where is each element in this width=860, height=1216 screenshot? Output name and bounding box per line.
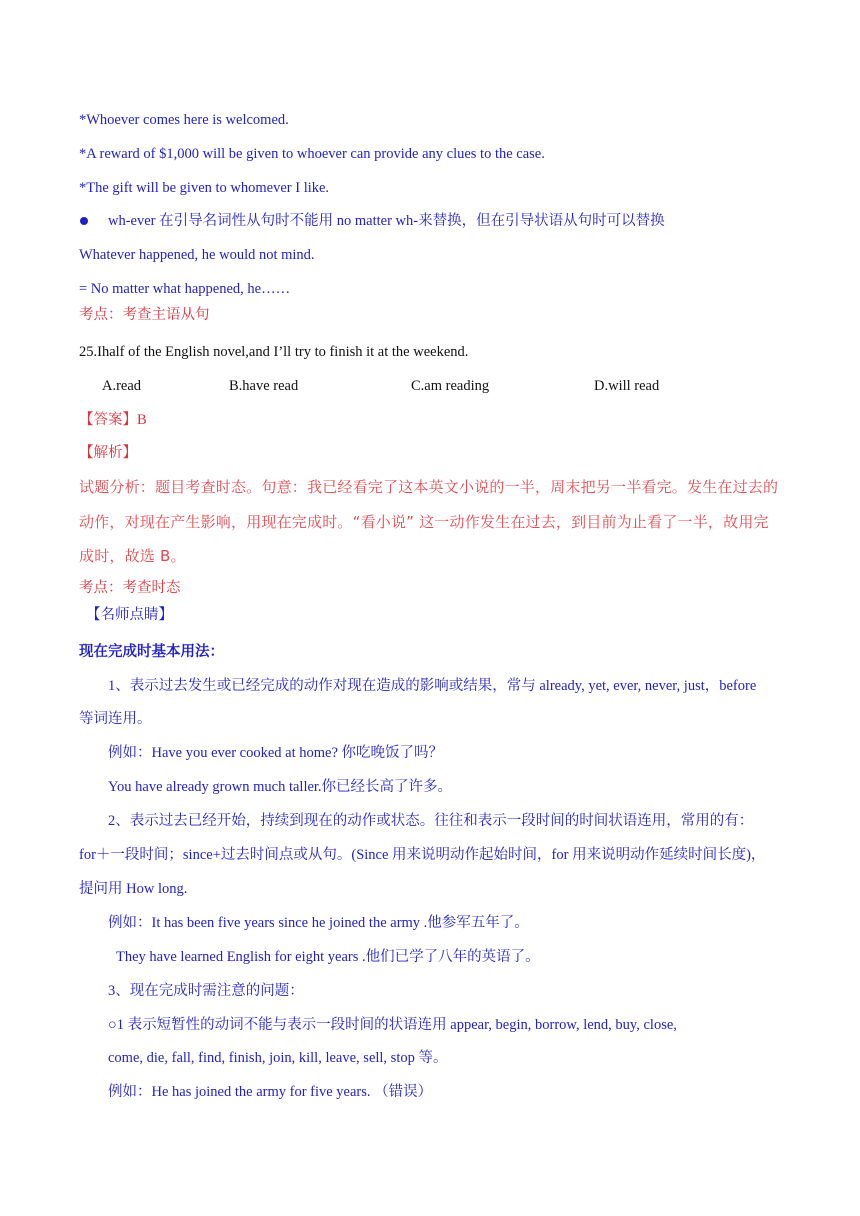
example-sentence-4: Whatever happened, he would not mind. bbox=[79, 247, 315, 263]
answer: 【答案】B bbox=[79, 412, 147, 428]
usage-2-example-2: They have learned English for eight years .他们已学了八年的英语了。 bbox=[116, 949, 540, 965]
option-d: D.will read bbox=[594, 378, 660, 394]
analysis-line-3: 成时，故选 B。 bbox=[79, 547, 186, 565]
usage-3-heading: 3、现在完成时需注意的问题： bbox=[108, 983, 304, 999]
example-sentence-2: *A reward of $1,000 will be given to whoever can provide any clues to the case. bbox=[79, 146, 545, 162]
usage-2-line-3: 提问用 How long. bbox=[79, 881, 188, 897]
question-25: 25.Ihalf of the English novel,and I’ll try to finish it at the weekend. bbox=[79, 344, 469, 360]
usage-3-example: 例如：He has joined the army for five years. （错误） bbox=[108, 1084, 433, 1100]
kaodian-1: 考点：考查主语从句 bbox=[79, 307, 210, 323]
usage-3-line-2: come, die, fall, find, finish, join, kill, leave, sell, stop 等。 bbox=[108, 1050, 448, 1066]
option-b: B.have read bbox=[229, 378, 299, 394]
example-sentence-5: = No matter what happened, he…… bbox=[79, 281, 291, 297]
usage-2-line-2: for＋一段时间；since+过去时间点或从句。(Since 用来说明动作起始时间，for 用来说明动作延续时间长度)， bbox=[79, 847, 766, 863]
usage-1-line-1: 1、表示过去发生或已经完成的动作对现在造成的影响或结果，常与 already, yet, ever, never, just，before bbox=[108, 678, 757, 694]
usage-1-line-2: 等词连用。 bbox=[79, 711, 152, 727]
kaodian-2: 考点：考查时态 bbox=[79, 580, 181, 596]
usage-2-example-1: 例如：It has been five years since he joined the army .他参军五年了。 bbox=[108, 915, 529, 931]
usage-2-line-1: 2、表示过去已经开始，持续到现在的动作或状态。往往和表示一段时间的时间状语连用，常用的有： bbox=[108, 813, 754, 829]
option-c: C.am reading bbox=[411, 378, 490, 394]
usage-3-line-1: ○1 表示短暂性的动词不能与表示一段时间的状语连用 appear, begin, borrow, lend, buy, close, bbox=[108, 1017, 677, 1033]
option-a: A.read bbox=[102, 378, 142, 394]
wh-ever-note: wh-ever 在引导名词性从句时不能用 no matter wh-来替换，但在引导状语从句时可以替换 bbox=[108, 213, 665, 229]
analysis-line-1: 试题分析：题目考查时态。句意：我已经看完了这本英文小说的一半，周末把另一半看完。发生在过去的 bbox=[79, 478, 779, 496]
example-sentence-3: *The gift will be given to whomever I like. bbox=[79, 180, 330, 196]
bullet-icon bbox=[80, 217, 88, 225]
usage-1-example-2: You have already grown much taller.你已经长高了许多。 bbox=[108, 779, 453, 795]
section-heading: 现在完成时基本用法： bbox=[79, 644, 224, 660]
usage-1-example-1: 例如：Have you ever cooked at home? 你吃晚饭了吗？ bbox=[108, 745, 444, 761]
analysis-line-2: 动作，对现在产生影响，用现在完成时。“看小说” 这一动作发生在过去，到目前为止看了一半，故用完 bbox=[79, 513, 769, 531]
analysis-heading: 【解析】 bbox=[79, 445, 137, 461]
example-sentence-1: *Whoever comes here is welcomed. bbox=[79, 112, 289, 128]
teacher-tips-heading: 【名师点睛】 bbox=[86, 607, 173, 623]
